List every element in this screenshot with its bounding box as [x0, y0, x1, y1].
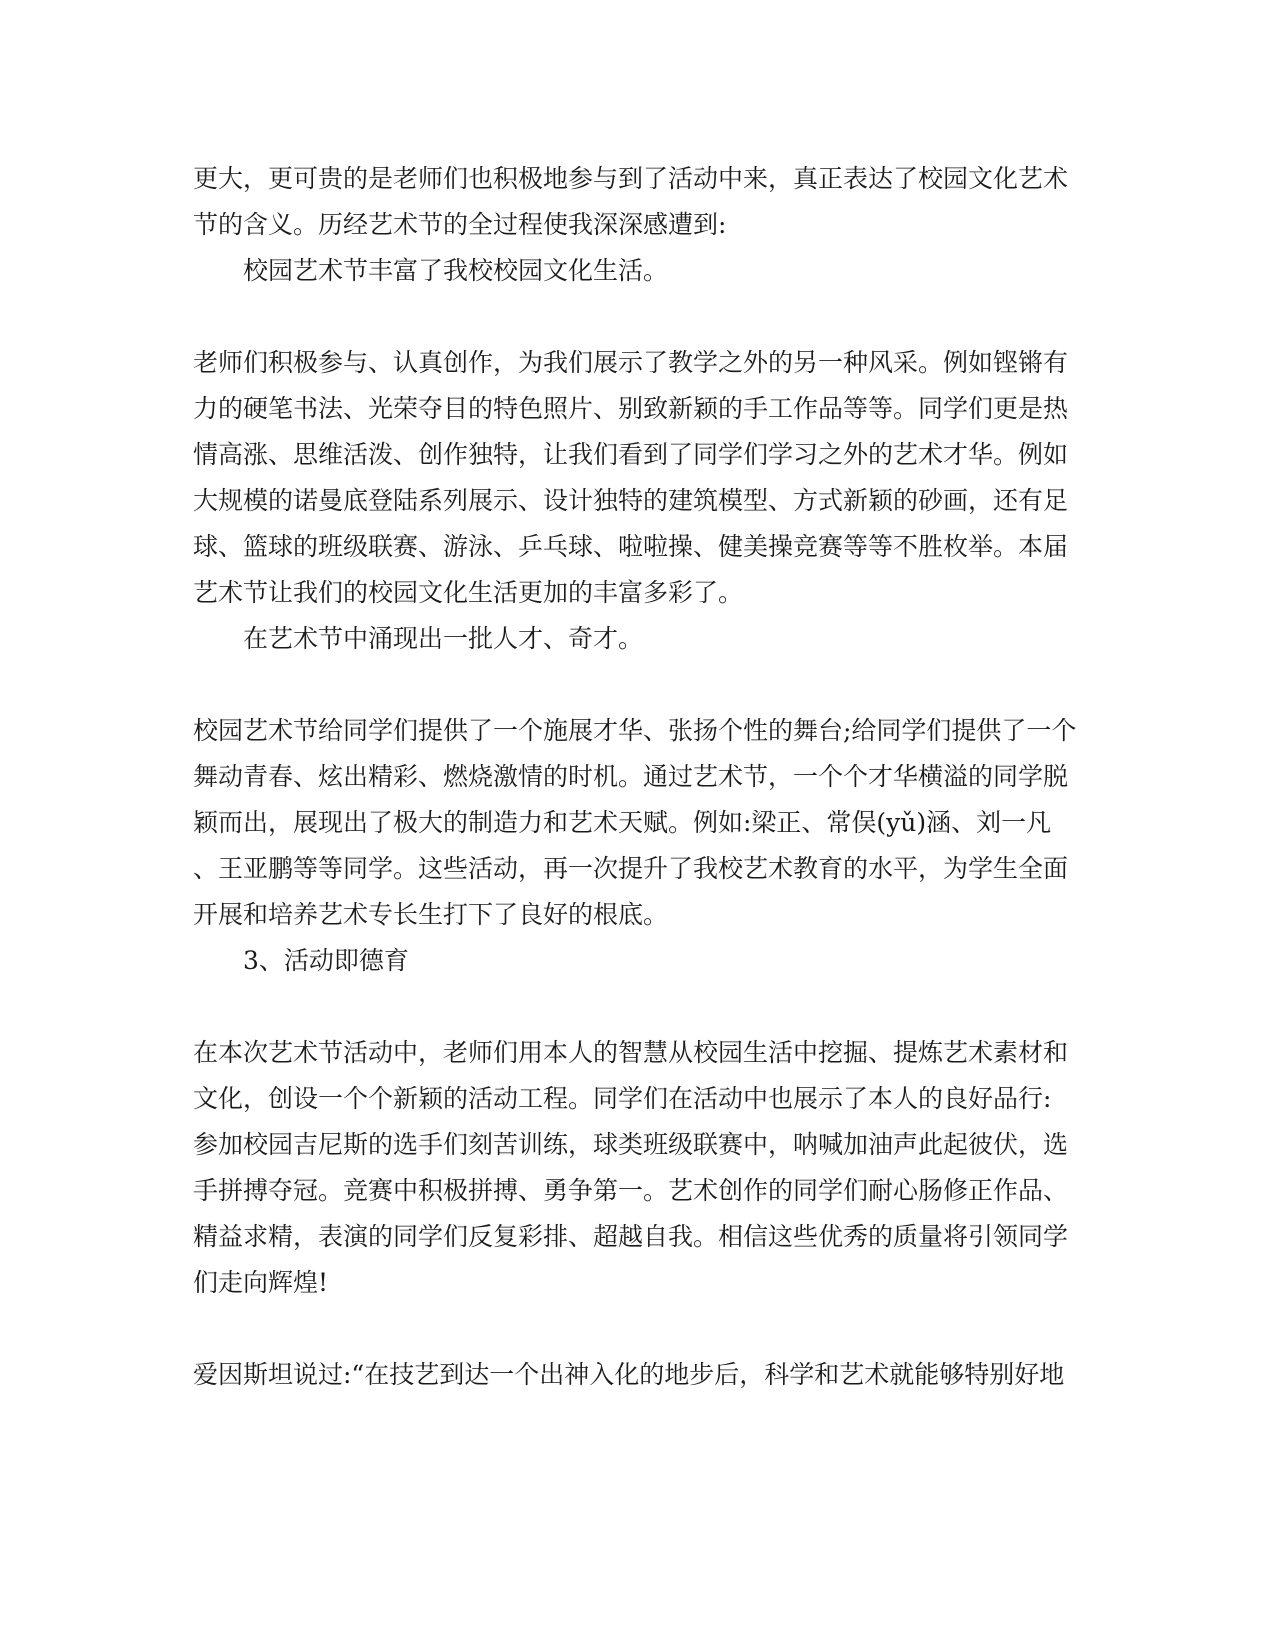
body-text-line: 颖而出，展现出了极大的制造力和艺术天赋。例如:梁正、常俣(yǔ)涵、刘一凡: [193, 808, 1052, 837]
body-text-line: 爱因斯坦说过:“在技艺到达一个出神入化的地步后，科学和艺术就能够特别好地: [193, 1360, 1065, 1389]
body-text-line: 们走向辉煌!: [193, 1268, 329, 1297]
body-text-line: 精益求精，表演的同学们反复彩排、超越自我。相信这些优秀的质量将引领同学: [193, 1222, 1069, 1251]
subheading-line: 在艺术节中涌现出一批人才、奇才。: [243, 624, 644, 653]
body-text-line: 、王亚鹏等等同学。这些活动，再一次提升了我校艺术教育的水平，为学生全面: [193, 854, 1069, 883]
body-text-line: 力的硬笔书法、光荣夺目的特色照片、别致新颖的手工作品等等。同学们更是热: [193, 394, 1069, 423]
body-text-line: 情高涨、思维活泼、创作独特，让我们看到了同学们学习之外的艺术才华。例如: [193, 440, 1069, 469]
body-text-line: 舞动青春、炫出精彩、燃烧激情的时机。通过艺术节，一个个才华横溢的同学脱: [193, 762, 1069, 791]
body-text-line: 开展和培养艺术专长生打下了良好的根底。: [193, 900, 669, 929]
body-text-line: 参加校园吉尼斯的选手们刻苦训练，球类班级联赛中，呐喊加油声此起彼伏，选: [193, 1130, 1069, 1159]
subheading-line: 校园艺术节丰富了我校校园文化生活。: [243, 256, 669, 285]
body-text-line: 大规模的诺曼底登陆系列展示、设计独特的建筑模型、方式新颖的砂画，还有足: [193, 486, 1069, 515]
section-heading: 3、活动即德育: [243, 946, 409, 975]
body-text-line: 手拼搏夺冠。竞赛中积极拼搏、勇争第一。艺术创作的同学们耐心肠修正作品、: [193, 1176, 1069, 1205]
body-text-line: 文化，创设一个个新颖的活动工程。同学们在活动中也展示了本人的良好品行:: [193, 1084, 1052, 1113]
body-text-line: 节的含义。历经艺术节的全过程使我深深感遭到:: [193, 210, 727, 239]
body-text-line: 更大，更可贵的是老师们也积极地参与到了活动中来，真正表达了校园文化艺术: [193, 164, 1069, 193]
body-text-line: 校园艺术节给同学们提供了一个施展才华、张扬个性的舞台;给同学们提供了一个: [193, 716, 1077, 745]
body-text-line: 艺术节让我们的校园文化生活更加的丰富多彩了。: [193, 578, 744, 607]
body-text-line: 老师们积极参与、认真创作，为我们展示了教学之外的另一种风采。例如铿锵有: [193, 348, 1069, 377]
body-text-line: 球、篮球的班级联赛、游泳、乒乓球、啦啦操、健美操竞赛等等不胜枚举。本届: [193, 532, 1069, 561]
body-text-line: 在本次艺术节活动中，老师们用本人的智慧从校园生活中挖掘、提炼艺术素材和: [193, 1038, 1069, 1067]
